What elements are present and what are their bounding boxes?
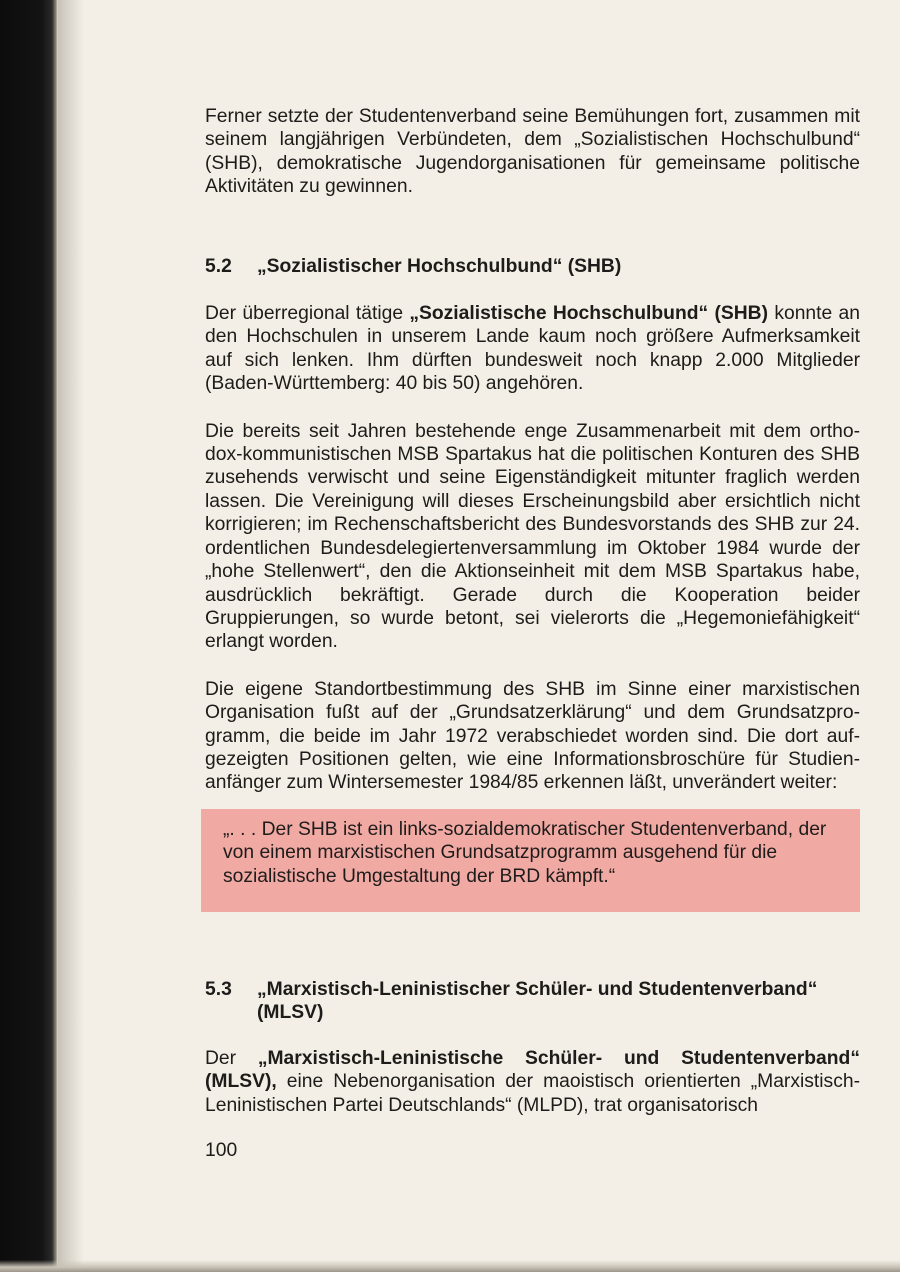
highlighted-quote (201, 809, 860, 912)
paragraph-lead: Der überregional tätige (205, 303, 410, 325)
page-gutter-shadow (58, 0, 84, 1272)
shb-paragraph-1 (205, 302, 860, 396)
page-number: 100 (205, 1140, 238, 1161)
page-content (205, 105, 860, 1117)
organization-name-bold: „Marxistisch-Leninistische Schüler- und Studentenverband“ (MLSV), (205, 1047, 860, 1093)
book-binding-shadow (0, 0, 58, 1272)
intro-paragraph: Ferner setzte der Studentenverband seine Bemühungen fort, zusammen mit seinem langjährigen Verbündeten, dem „Sozialistischen Hochschulbund“ (SHB), demokratische Jugendorganisationen für gemeinsame politische Aktivitäten zu gewinnen. (205, 106, 860, 198)
shb-paragraph-3: Die eigene Standortbestimmung des SHB im Sinne einer marxistischen Organisation fußt auf der „Grundsatzerklärung“ und dem Grundsatzprogramm, die beide im Jahr 1972 verabschiedet worden sind. Die dort aufgezeigten Positionen gelten, wie eine Informationsbroschüre für Studienanfänger zum Wintersemester 1984/85 erkennen läßt, unverändert weiter: (205, 678, 860, 794)
mlsv-paragraph-1 (205, 1047, 860, 1117)
paragraph-rest: konnte an den Hochschulen in unserem Lande kaum noch größere Aufmerksamkeit auf sich lenken. Ihm dürften bundesweit noch knapp 2.000 Mitglieder (Baden-Württemberg: 40 bis 50) angehören. (205, 303, 860, 395)
paragraph-rest: eine Nebenorganisation der maoistisch orientierten „Marxistisch-Leninistischen Partei Deutschlands“ (MLPD), trat organisatorisch (205, 1071, 860, 1116)
shb-paragraph-2: Die bereits seit Jahren bestehende enge Zusammenarbeit mit dem orthodox-kommunistischen MSB Spartakus hat die politischen Konturen des SHB zusehends verwischt und seine Eigenständigkeit mitunter fraglich werden lassen. Die Vereinigung will dieses Erscheinungsbild aber ersichtlich nicht korrigieren; im Rechenschaftsbericht des Bundesvorstands des SHB zur 24. ordentlichen Bundesdelegiertenversammlung im Oktober 1984 wurde der „hohe Stellenwert“, den die Aktionseinheit mit dem MSB Spartakus habe, ausdrücklich bekräftigt. Gerade durch die Kooperation beider Gruppierungen, so wurde betont, sei vielerorts die „Hegemoniefähigkeit“ erlangt worden. (205, 420, 860, 653)
section-5-3-heading (205, 978, 860, 1025)
page-bottom-edge (0, 1260, 900, 1272)
quote-text: „. . . Der SHB ist ein links-sozialdemokratischer Studentenverband, der von einem marxistischen Grundsatzprogramm ausgehend für die sozialistische Umgestaltung der BRD kämpft.“ (223, 818, 827, 887)
section-title: „Sozialistischer Hochschulbund“ (SHB) (257, 255, 622, 277)
section-title: „Marxistisch-Leninistischer Schüler- und Studentenverband“ (MLSV) (257, 978, 818, 1024)
section-number: 5.2 (205, 255, 232, 277)
paragraph-lead: Der (205, 1047, 258, 1069)
organization-name-bold: „Sozialistische Hochschulbund“ (SHB) (409, 303, 769, 325)
section-number: 5.3 (205, 978, 232, 1000)
section-5-2-heading (205, 255, 860, 278)
